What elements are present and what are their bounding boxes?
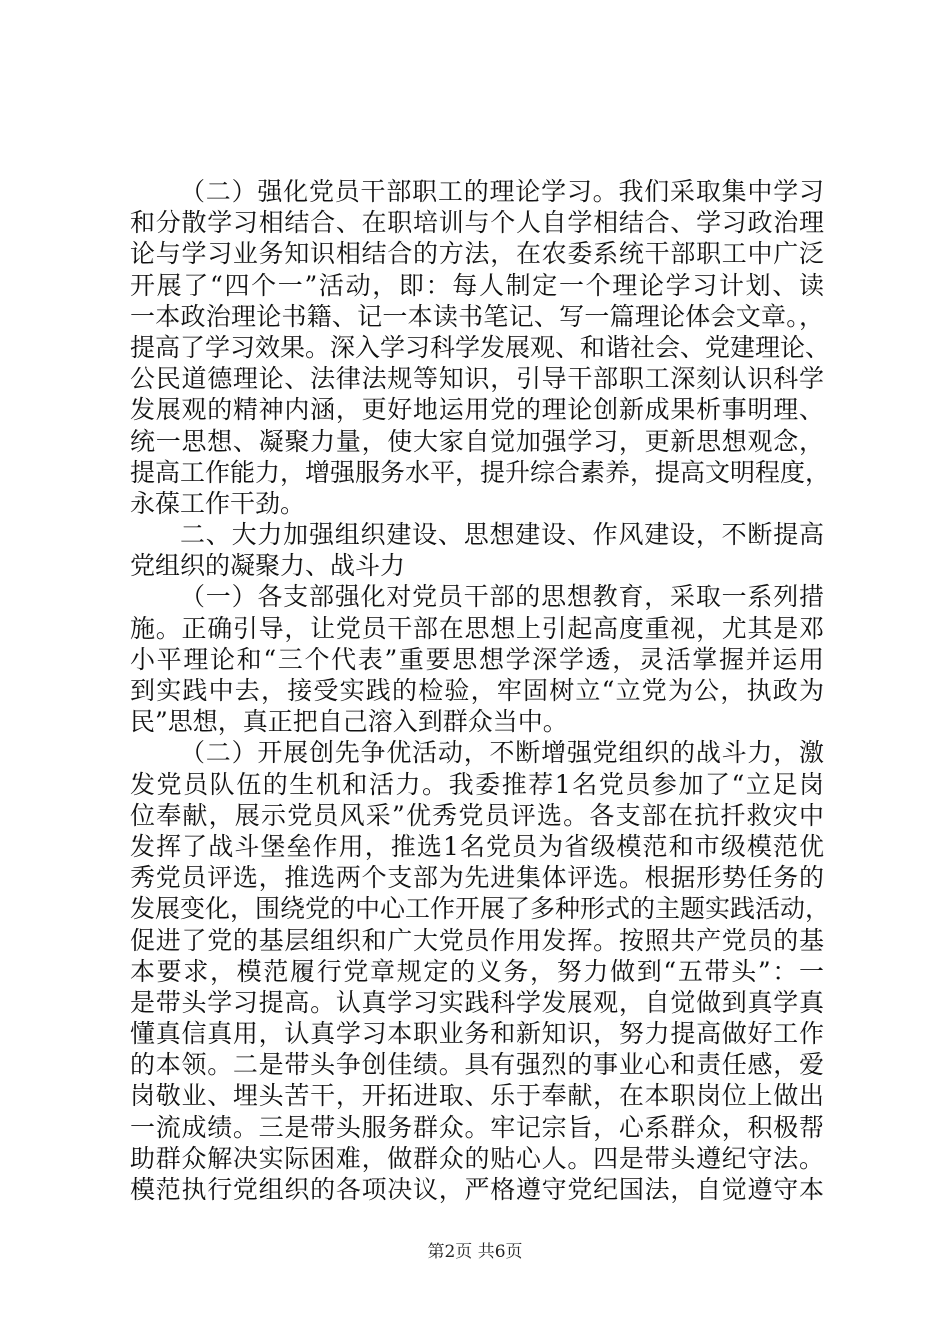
text-line: 提高了学习效果。深入学习科学发展观、和谐社会、党建理论、	[130, 332, 831, 362]
text-line: （二）开展创先争优活动，不断增强党组织的战斗力，激	[180, 738, 824, 768]
text-line: 民”思想，真正把自己溶入到群众当中。	[130, 707, 568, 737]
text-line: （一）各支部强化对党员干部的思想教育，采取一系列措	[180, 582, 824, 612]
text-line: 发展观的精神内涵，更好地运用党的理论创新成果析事明理、	[130, 395, 824, 425]
text-line: 一本政治理论书籍、记一本读书笔记、写一篇理论体会文章。，	[130, 301, 824, 331]
paragraph-excellence-activity	[130, 737, 831, 1205]
text-line: 施。正确引导，让党员干部在思想上引起高度重视，尤其是邓	[130, 613, 824, 643]
text-line: 和分散学习相结合、在职培训与个人自学相结合、学习政治理	[130, 208, 824, 238]
text-line: 的本领。二是带头争创佳绩。具有强烈的事业心和责任感，爱	[130, 1050, 824, 1080]
text-line: 模范执行党组织的各项决议，严格遵守党纪国法，自觉遵守本	[130, 1175, 824, 1204]
text-line: 本要求，模范履行党章规定的义务，努力做到“五带头”：一	[130, 956, 824, 986]
text-line: 秀党员评选，推选两个支部为先进集体评选。根据形势任务的	[130, 863, 824, 893]
text-line: 助群众解决实际困难，做群众的贴心人。四是带头遵纪守法。	[130, 1143, 824, 1173]
text-line: 位奉献，展示党员风采”优秀党员评选。各支部在抗扦救灾中	[130, 800, 824, 830]
text-line: 发党员队伍的生机和活力。我委推荐1名党员参加了“立足岗	[130, 769, 824, 799]
text-line: 党组织的凝聚力、战斗力	[130, 551, 406, 581]
text-line: 一流成绩。三是带头服务群众。牢记宗旨，心系群众，积极帮	[130, 1112, 824, 1142]
text-line: 二、大力加强组织建设、思想建设、作风建设，不断提高	[180, 520, 824, 550]
text-line: 促进了党的基层组织和广大党员作用发挥。按照共产党员的基	[130, 925, 824, 955]
text-line: 岗敬业、埋头苦干，开拓进取、乐于奉献，在本职岗位上做出	[130, 1081, 824, 1111]
text-line: 永葆工作干劲。	[130, 488, 306, 518]
text-line: 懂真信真用，认真学习本职业务和新知识，努力提高做好工作	[130, 1019, 824, 1049]
text-line: 提高工作能力，增强服务水平，提升综合素养，提高文明程度，	[130, 457, 831, 487]
page-number-label: 第2页 共6页	[427, 1242, 523, 1262]
text-line: （二）强化党员干部职工的理论学习。我们采取集中学习	[180, 177, 824, 206]
document-body	[130, 176, 831, 1205]
section-heading-organization	[130, 519, 824, 581]
text-line: 统一思想、凝聚力量，使大家自觉加强学习，更新思想观念，	[130, 426, 824, 456]
paragraph-theory-study	[130, 176, 831, 519]
text-line: 小平理论和“三个代表”重要思想学深学透，灵活掌握并运用	[130, 644, 824, 674]
text-line: 论与学习业务知识相结合的方法，在农委系统干部职工中广泛	[130, 239, 824, 269]
text-line: 开展了“四个一”活动，即：每人制定一个理论学习计划、读	[130, 270, 824, 300]
text-line: 发挥了战斗堡垒作用，推选1名党员为省级模范和市级模范优	[130, 831, 824, 861]
text-line: 公民道德理论、法律法规等知识，引导干部职工深刻认识科学	[130, 364, 824, 394]
text-line: 到实践中去，接受实践的检验，牢固树立“立党为公，执政为	[130, 676, 824, 705]
text-line: 是带头学习提高。认真学习实践科学发展观，自觉做到真学真	[130, 987, 824, 1017]
page-footer	[0, 1241, 950, 1263]
paragraph-ideological-education	[130, 581, 824, 737]
text-line: 发展变化，围绕党的中心工作开展了多种形式的主题实践活动，	[130, 894, 831, 924]
